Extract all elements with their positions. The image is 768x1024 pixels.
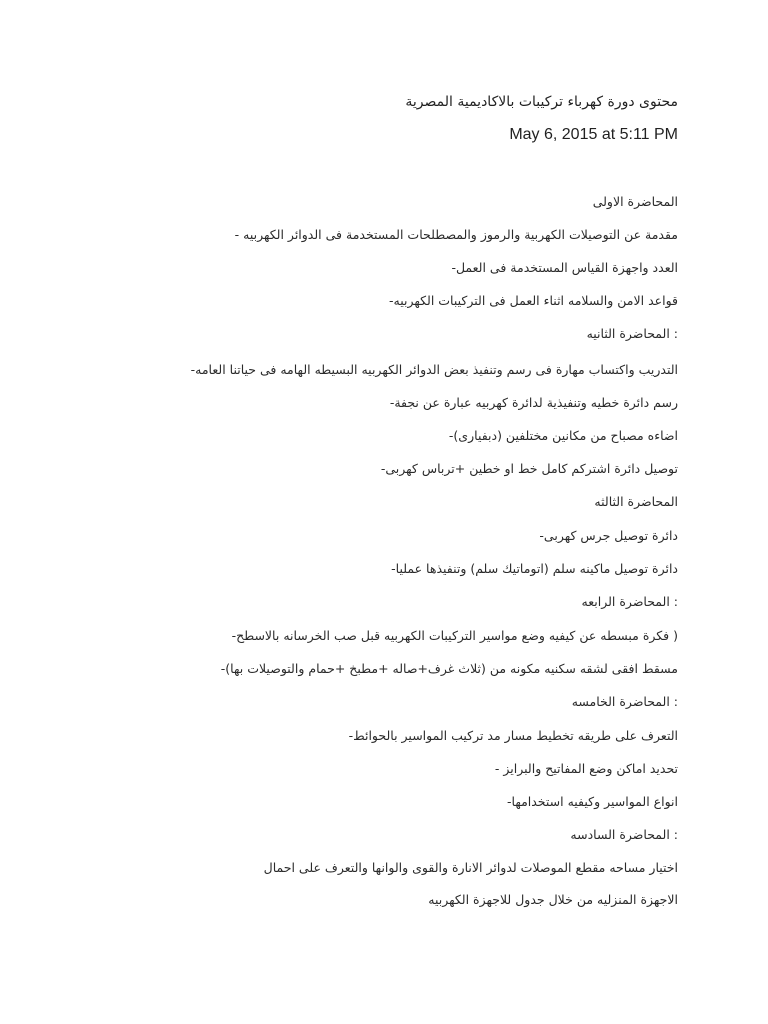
content-line: توصيل دائرة اشتركم كامل خط او خطين +ترباس كهربى- [380,461,678,476]
content-line: دائرة توصيل جرس كهربى- [539,528,678,543]
content-line: مقدمة عن التوصيلات الكهربية والرموز والمصطلحات المستخدمة فى الدوائر الكهربيه - [234,227,678,242]
content-line: قواعد الامن والسلامه اثناء العمل فى التركيبات الكهربيه- [388,293,678,308]
lecture-6-heading: : المحاضرة السادسه [570,827,678,842]
content-line: تحديد اماكن وضع المفاتيح والبرايز - [494,761,678,776]
lecture-4-heading: : المحاضرة الرابعه [581,594,678,609]
content-line: التعرف على طريقه تخطيط مسار مد تركيب المواسير بالحوائط- [348,728,678,743]
lecture-3-heading: المحاضرة الثالثه [594,494,678,509]
content-line: دائرة توصيل ماكينه سلم (اتوماتيك سلم) وتنفيذها عمليا- [391,561,678,576]
content-line: ( فكرة مبسطه عن كيفيه وضع مواسير التركيبات الكهربيه قبل صب الخرسانه بالاسطح- [231,628,678,643]
content-line: اختيار مساحه مقطع الموصلات لدوائر الانارة والقوى والوانها والتعرف على احمال [263,860,678,875]
document-title: محتوى دورة كهرباء تركيبات بالاكاديمية المصرية [405,94,678,110]
content-line: العدد واجهزة القياس المستخدمة فى العمل- [451,260,678,275]
content-line: مسقط افقى لشقه سكنيه مكونه من (ثلاث غرف+صاله +مطبخ +حمام والتوصيلات بها)- [220,661,678,676]
lecture-1-heading: المحاضرة الاولى [592,194,678,209]
content-line: رسم دائرة خطيه وتنفيذية لدائرة كهربيه عبارة عن نجفة- [389,395,678,410]
document-date: May 6, 2015 at 5:11 PM [509,126,678,143]
lecture-2-heading: : المحاضرة الثانيه [586,326,678,341]
content-line: انواع المواسير وكيفيه استخدامها- [507,794,678,809]
content-line: اضاءه مصباح من مكانين مختلفين (دبفيارى)- [448,428,678,443]
lecture-5-heading: : المحاضرة الخامسه [571,694,678,709]
content-line: الاجهزة المنزليه من خلال جدول للاجهزة الكهربيه [428,892,678,907]
content-line: التدريب واكتساب مهارة فى رسم وتنفيذ بعض الدوائر الكهربيه البسيطه الهامه فى حياتنا العامه- [190,362,678,377]
